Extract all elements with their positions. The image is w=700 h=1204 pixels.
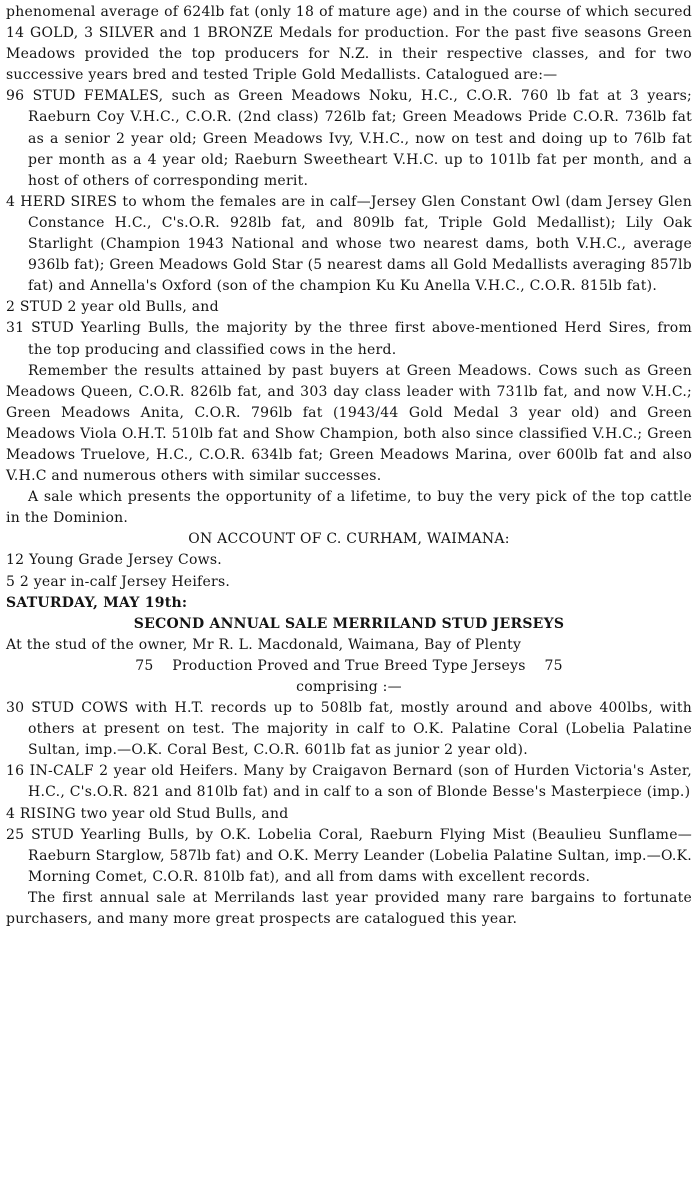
paragraph-herd-sires: 4 HERD SIRES to whom the females are in calf—Jersey Glen Constant Owl (dam Jersey Glen Constance H.C., C's.O.R. 928lb fat, and 809lb fat, Triple Gold Medallist); Lily Oak Starlight (Champion 1943 National and whose two nearest dams, both V.H.C., average 936lb fat); Green Meadows Gold Star (5 nearest dams all Gold Medallists averaging 857lb fat) and Annella's Oxford (son of the champion Ku Ku Anella V.H.C., C.O.R. 815lb fat). (6, 193, 692, 295)
paragraph-first-annual-sale: The first annual sale at Merrilands last year provided many rare bargains to fortunate purchasers, and many more great prospects are catalogued this year. (6, 889, 692, 928)
paragraph-opportunity: A sale which presents the opportunity of a lifetime, to buy the very pick of the top cattle in the Dominion. (6, 489, 692, 527)
list-item-in-calf-heifers: 5 2 year in-calf Jersey Heifers. (6, 573, 231, 590)
paragraph-remember: Remember the results attained by past buyers at Green Meadows. Cows such as Green Meadows Queen, C.O.R. 826lb fat, and 303 day class leader with 731lb fat, and now V.H.C.; Green Meadows Anita, C.O.R. 796lb fat (1943/44 Gold Medal 3 year old) and Green Meadows Viola O.H.T. 510lb fat and Show Champion, both also since classified V.H.C.; Green Meadows Truelove, H.C., C.O.R. 634lb fat; Green Meadows Marina, over 600lb fat and also V.H.C and numerous others with similar successes. (6, 362, 692, 485)
paragraph-owner: At the stud of the owner, Mr R. L. Macdonald, Waimana, Bay of Plenty (6, 636, 522, 653)
paragraph-stud-females: 96 STUD FEMALES, such as Green Meadows Noku, H.C., C.O.R. 760 lb fat at 3 years; Raeburn Coy V.H.C., C.O.R. (2nd class) 726lb fat; Green Meadows Pride C.O.R. 736lb fat as a senior 2 year old; Green Meadows Ivy, V.H.C., now on test and doing up to 76lb fat per month as a 4 year old; Raeburn Sweetheart V.H.C. up to 101lb fat per month, and a host of others of corresponding merit. (6, 88, 692, 189)
paragraph-intro: phenomenal average of 624lb fat (only 18 of mature age) and in the course of which secured 14 GOLD, 3 SILVER and 1 BRONZE Medals for production. For the past five seasons Green Meadows provided the top producers for N.Z. in their respective classes, and for two successive years bred and tested Triple Gold Medallists. Catalogued are:— (6, 4, 692, 84)
paragraph-stud-yearling-bulls: 31 STUD Yearling Bulls, the majority by the three first above-mentioned Herd Sires, from the top producing and classified cows in the herd. (6, 320, 692, 358)
paragraph-merriland-yearling-bulls: 25 STUD Yearling Bulls, by O.K. Lobelia Coral, Raeburn Flying Mist (Beaulieu Sunflame—Raeburn Starglow, 587lb fat) and O.K. Merry Leander (Lobelia Palatine Sultan, imp.—O.K. Morning Comet, C.O.R. 810lb fat), and all from dams with excellent records. (6, 826, 692, 885)
paragraph-rising-bulls: 4 RISING two year old Stud Bulls, and (6, 805, 289, 822)
heading-sale-date: SATURDAY, MAY 19th: (6, 594, 188, 611)
list-item-young-grade-cows: 12 Young Grade Jersey Cows. (6, 552, 223, 569)
heading-merriland-sale: SECOND ANNUAL SALE MERRILAND STUD JERSEYS (133, 615, 565, 632)
production-proved-line: 75 Production Proved and True Breed Type Jerseys 75 (135, 657, 563, 674)
comprising-line: comprising :— (296, 679, 402, 695)
paragraph-stud-cows: 30 STUD COWS with H.T. records up to 508lb fat, mostly around and above 400lbs, with others at present on test. The majority in calf to O.K. Palatine Coral (Lobelia Palatine Sultan, imp.—O.K. Coral Best, C.O.R. 601lb fat as junior 2 year old). (6, 700, 692, 759)
paragraph-stud-2yo-bulls: 2 STUD 2 year old Bulls, and (6, 299, 219, 316)
heading-curham-account: ON ACCOUNT OF C. CURHAM, WAIMANA: (188, 531, 510, 548)
paragraph-in-calf-2yo-heifers: 16 IN-CALF 2 year old Heifers. Many by Craigavon Bernard (son of Hurden Victoria's Aster, H.C., C's.O.R. 821 and 810lb fat) and in calf to a son of Blonde Besse's Masterpiece (imp.) (6, 763, 692, 801)
